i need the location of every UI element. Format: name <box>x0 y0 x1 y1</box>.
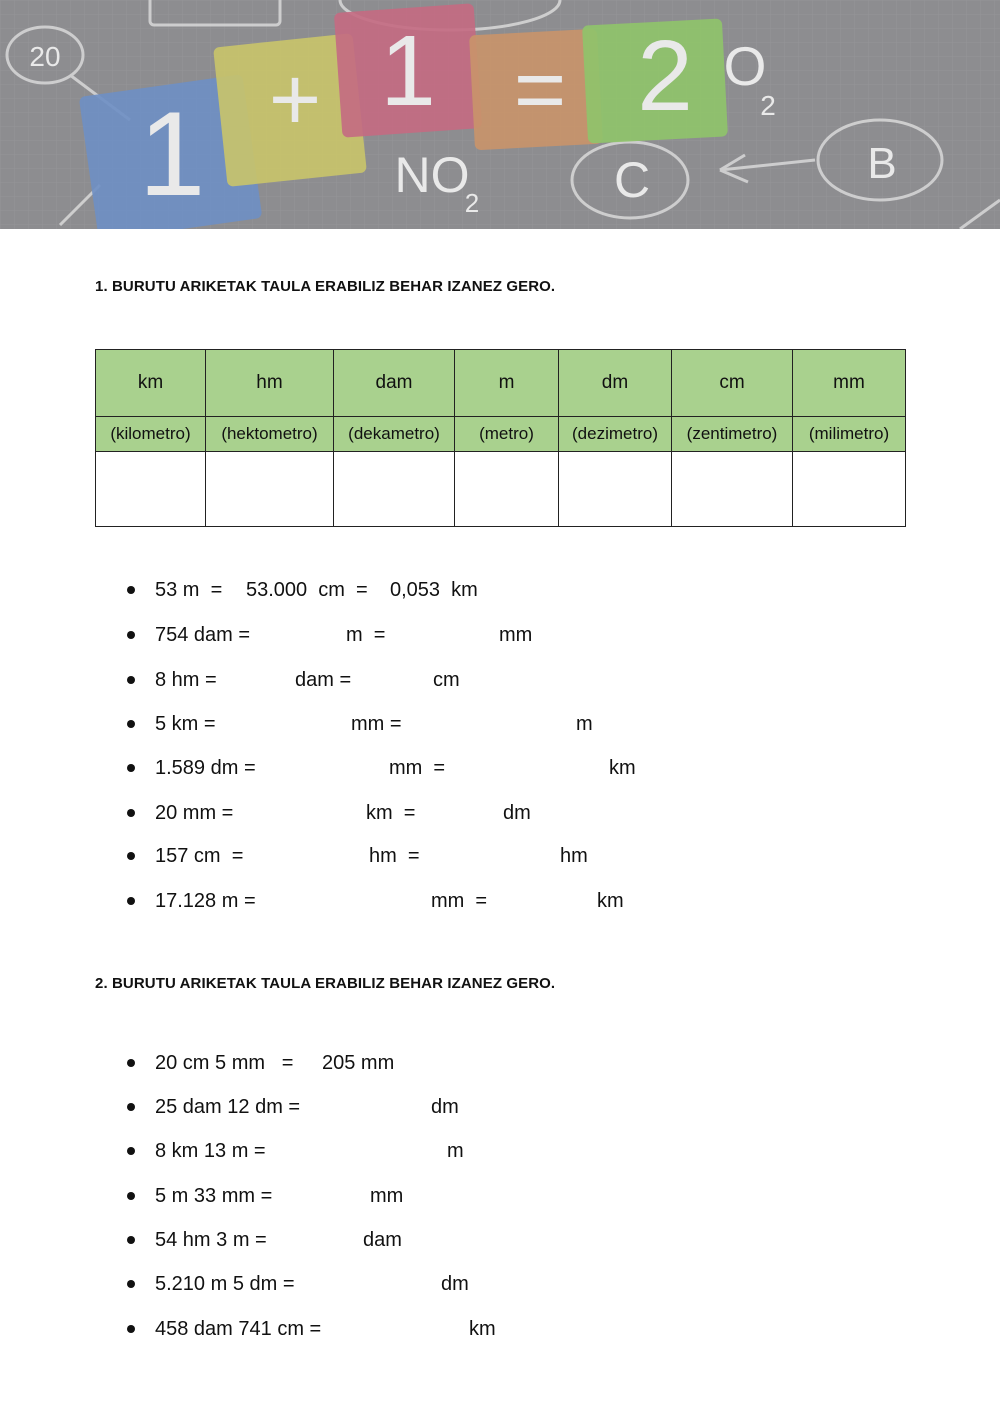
table-name-dam: (dekametro) <box>334 417 455 452</box>
exercise-middle: m = <box>346 624 386 646</box>
list-item <box>0 622 1000 648</box>
exercise-left: 5 km = <box>155 713 216 735</box>
table-blank-cell[interactable] <box>455 452 559 527</box>
bullet-icon <box>127 631 135 639</box>
banner-no: NO <box>394 147 470 203</box>
table-header-dam: dam <box>334 350 455 417</box>
exercise-middle: mm = <box>351 713 402 735</box>
banner-c: C <box>613 152 651 208</box>
list-item <box>0 667 1000 693</box>
bullet-icon <box>127 897 135 905</box>
table-names-row <box>96 417 906 452</box>
bullet-icon <box>127 720 135 728</box>
exercise-right: dm <box>431 1096 459 1118</box>
table-header-row <box>96 350 906 417</box>
exercise-right: m <box>576 713 593 735</box>
bullet-icon <box>127 1192 135 1200</box>
exercise-right: 205 mm <box>322 1052 395 1074</box>
table-header-cm: cm <box>672 350 793 417</box>
list-item <box>0 1271 1000 1297</box>
exercise-left: 1.589 dm = <box>155 757 256 779</box>
list-item <box>0 800 1000 826</box>
banner-no-sub: 2 <box>464 188 480 218</box>
table-header-dm: dm <box>559 350 672 417</box>
exercise-left: 20 cm 5 mm = <box>155 1052 294 1074</box>
exercise-left: 25 dam 12 dm = <box>155 1096 301 1118</box>
exercise-left: 5 m 33 mm = <box>155 1185 273 1207</box>
exercise-middle: km = <box>366 802 416 824</box>
list-item <box>0 577 1000 603</box>
list-item <box>0 1316 1000 1342</box>
table-header-m: m <box>455 350 559 417</box>
math-banner-illustration <box>0 0 1000 229</box>
section-1-heading: 1. BURUTU ARIKETAK TAULA ERABILIZ BEHAR IZANEZ GERO. <box>95 278 556 295</box>
exercise-left: 754 dam = <box>155 624 251 646</box>
list-item <box>0 843 1000 869</box>
table-blank-cell[interactable] <box>793 452 906 527</box>
table-header-hm: hm <box>206 350 334 417</box>
table-blank-cell[interactable] <box>672 452 793 527</box>
list-item <box>0 888 1000 914</box>
banner-plus: + <box>268 50 322 150</box>
exercise-left: 17.128 m = <box>155 890 256 912</box>
table-blank-cell[interactable] <box>206 452 334 527</box>
exercise-right: dam <box>363 1229 402 1251</box>
section-2-heading: 2. BURUTU ARIKETAK TAULA ERABILIZ BEHAR IZANEZ GERO. <box>95 975 556 992</box>
list-item <box>0 1094 1000 1120</box>
table-name-dm: (dezimetro) <box>559 417 672 452</box>
banner-b: B <box>867 139 897 188</box>
bullet-icon <box>127 1280 135 1288</box>
exercise-right: dm <box>503 802 531 824</box>
banner-text-20: 20 <box>29 41 61 72</box>
table-name-hm: (hektometro) <box>206 417 334 452</box>
exercise-left: 5.210 m 5 dm = <box>155 1273 295 1295</box>
exercise-left: 20 mm = <box>155 802 234 824</box>
list-item <box>0 1183 1000 1209</box>
exercise-right: dm <box>441 1273 469 1295</box>
list-item <box>0 1138 1000 1164</box>
banner-o: O <box>723 35 767 97</box>
exercise-middle: 53.000 cm = <box>246 579 368 601</box>
exercise-right: mm <box>370 1185 404 1207</box>
exercise-middle: hm = <box>369 845 420 867</box>
exercise-left: 54 hm 3 m = <box>155 1229 267 1251</box>
bullet-icon <box>127 1236 135 1244</box>
exercise-right: km <box>597 890 624 912</box>
exercise-middle: mm = <box>431 890 488 912</box>
table-name-cm: (zentimetro) <box>672 417 793 452</box>
exercise-left: 8 hm = <box>155 669 217 691</box>
exercise-right: m <box>447 1140 464 1162</box>
table-blank-cell[interactable] <box>334 452 455 527</box>
list-item <box>0 1227 1000 1253</box>
table-blank-cell[interactable] <box>96 452 206 527</box>
exercise-middle: mm = <box>389 757 446 779</box>
exercise-right: km <box>609 757 636 779</box>
table-header-km: km <box>96 350 206 417</box>
exercise-right: km <box>469 1318 496 1340</box>
banner-digit-1b: 1 <box>380 15 436 127</box>
exercise-right: hm <box>560 845 588 867</box>
unit-conversion-table <box>95 349 906 527</box>
header-banner-image <box>0 0 1000 229</box>
bullet-icon <box>127 1147 135 1155</box>
exercise-left: 8 km 13 m = <box>155 1140 266 1162</box>
exercise-left: 53 m = <box>155 579 223 601</box>
table-header-mm: mm <box>793 350 906 417</box>
exercise-right: mm <box>499 624 533 646</box>
bullet-icon <box>127 586 135 594</box>
exercise-left: 157 cm = <box>155 845 244 867</box>
table-name-mm: (milimetro) <box>793 417 906 452</box>
bullet-icon <box>127 852 135 860</box>
table-name-m: (metro) <box>455 417 559 452</box>
bullet-icon <box>127 809 135 817</box>
bullet-icon <box>127 764 135 772</box>
bullet-icon <box>127 1325 135 1333</box>
banner-digit-1a: 1 <box>138 87 206 221</box>
banner-equals: = <box>513 40 567 140</box>
bullet-icon <box>127 1059 135 1067</box>
list-item <box>0 755 1000 781</box>
banner-digit-2: 2 <box>637 20 693 132</box>
list-item <box>0 711 1000 737</box>
bullet-icon <box>127 1103 135 1111</box>
list-item <box>0 1050 1000 1076</box>
banner-o-sub: 2 <box>760 90 776 121</box>
exercise-right: cm <box>433 669 460 691</box>
table-blank-cell[interactable] <box>559 452 672 527</box>
exercise-middle: dam = <box>295 669 352 691</box>
exercise-left: 458 dam 741 cm = <box>155 1318 322 1340</box>
table-blank-row <box>96 452 906 527</box>
bullet-icon <box>127 676 135 684</box>
exercise-right: 0,053 km <box>390 579 478 601</box>
table-name-km: (kilometro) <box>96 417 206 452</box>
